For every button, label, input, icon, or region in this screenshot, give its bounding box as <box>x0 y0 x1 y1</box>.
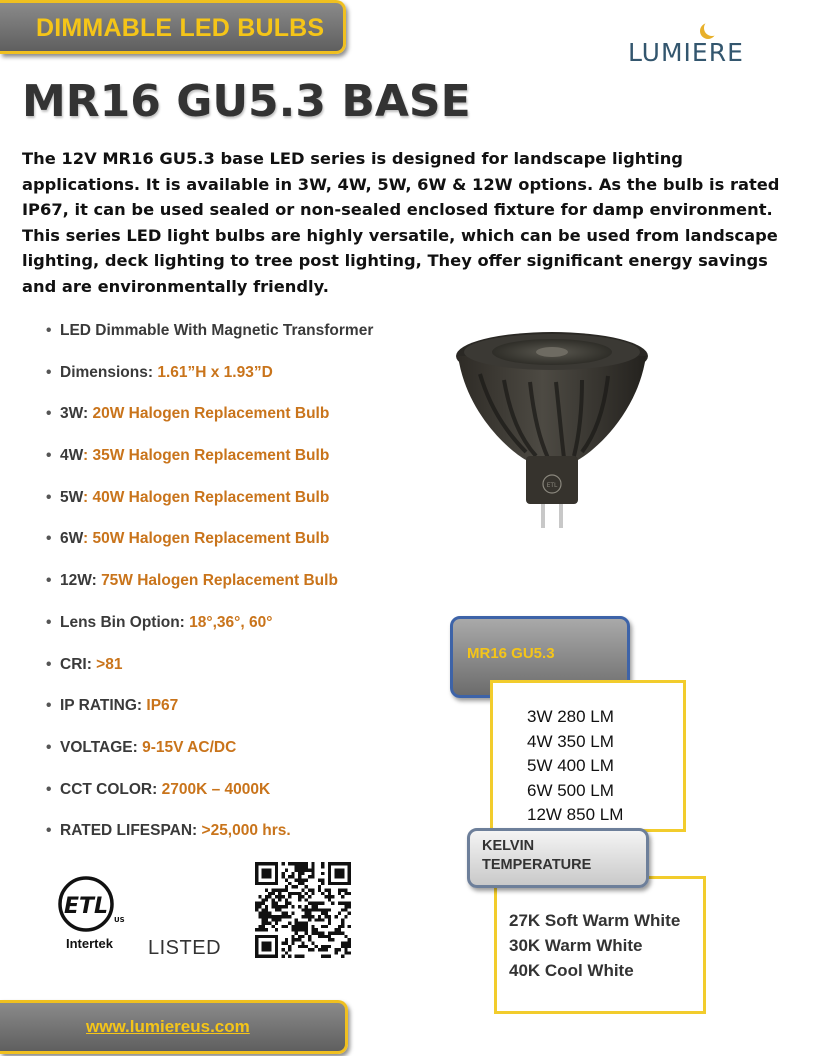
intro-paragraph: The 12V MR16 GU5.3 base LED series is designed for landscape lighting applications. It is available in 3W, 4W, 5W, 6W & 12W options. As the bulb is rated IP67, it can be used sealed or non-sealed enclosed fixture for damp environment. This series LED light bulbs are highly versatile, which can be used from landscape lighting, deck lighting to tree post lighting, They offer significant energy savings and are environmentally friendly. <box>22 149 780 296</box>
lumen-item: 4W 350 LM <box>527 731 614 751</box>
feature-label: 6W <box>60 530 83 548</box>
bullet-icon: • <box>46 697 52 715</box>
feature-value: : 35W Halogen Replacement Bulb <box>82 447 330 465</box>
page-title: MR16 GU5.3 BASE <box>22 76 471 127</box>
lumens-box <box>490 680 686 832</box>
kelvin-box <box>494 876 706 1014</box>
bullet-icon: • <box>46 530 52 548</box>
feature-item <box>46 447 373 489</box>
qr-code <box>250 862 356 958</box>
bullet-icon: • <box>46 447 52 465</box>
bullet-icon: • <box>46 572 52 590</box>
feature-value: 18°,36°, 60° <box>189 613 273 631</box>
feature-label: 5W <box>60 488 83 506</box>
feature-value: : 40W Halogen Replacement Bulb <box>82 488 330 506</box>
bullet-icon: • <box>46 322 52 339</box>
lumen-item: 5W 400 LM <box>527 756 614 775</box>
feature-item <box>46 781 373 823</box>
intertek-label: Intertek <box>66 936 113 951</box>
lumen-item: 3W 280 LM <box>527 707 614 726</box>
bullet-icon: • <box>46 822 52 840</box>
feature-label: VOLTAGE: <box>60 738 143 756</box>
feature-value: 75W Halogen Replacement Bulb <box>101 572 338 590</box>
lumens-label: MR16 GU5.3 <box>467 645 555 662</box>
feature-item <box>46 364 373 406</box>
kelvin-item: 40K Cool White <box>509 961 634 980</box>
bullet-icon: • <box>46 780 52 798</box>
feature-label: LED Dimmable With Magnetic Transformer <box>60 322 374 339</box>
brand-logo <box>628 18 768 68</box>
listed-label: LISTED <box>148 937 222 959</box>
footer-tab <box>0 1000 348 1054</box>
feature-value: 9-15V AC/DC <box>142 738 237 756</box>
lumen-item: 12W 850 LM <box>527 805 624 824</box>
kelvin-label-line2: TEMPERATURE <box>482 857 592 873</box>
feature-label: IP RATING: <box>60 697 147 715</box>
lumens-list <box>527 707 623 830</box>
bullet-icon: • <box>46 613 52 631</box>
feature-item <box>46 614 373 656</box>
feature-item <box>46 489 373 531</box>
feature-item <box>46 572 373 614</box>
kelvin-label-line1: KELVIN <box>482 838 535 854</box>
feature-label: 4W <box>60 447 83 465</box>
feature-value: >25,000 hrs. <box>201 822 291 840</box>
feature-label: 3W: <box>60 405 93 423</box>
feature-value: 20W Halogen Replacement Bulb <box>92 405 330 423</box>
bullet-icon: • <box>46 655 52 673</box>
header-tab <box>0 0 346 54</box>
moon-icon <box>704 20 720 36</box>
feature-item <box>46 322 373 364</box>
feature-value: 2700K – 4000K <box>161 780 271 798</box>
feature-value: : 50W Halogen Replacement Bulb <box>82 530 330 548</box>
feature-item <box>46 697 373 739</box>
website-link[interactable]: www.lumiereus.com <box>86 1017 250 1036</box>
feature-item <box>46 739 373 781</box>
feature-value: IP67 <box>146 697 179 715</box>
kelvin-label <box>482 837 591 875</box>
kelvin-item: 27K Soft Warm White <box>509 911 681 930</box>
lumen-item: 6W 500 LM <box>527 780 614 800</box>
feature-label: RATED LIFESPAN: <box>60 822 202 840</box>
feature-item <box>46 656 373 698</box>
brand-name: LUMIERE <box>628 38 744 67</box>
feature-label: CRI: <box>60 655 97 673</box>
header-tab-label: DIMMABLE LED BULBS <box>36 14 325 42</box>
bulb-cert-mark: ETL <box>546 482 558 489</box>
kelvin-label-box <box>467 828 649 888</box>
feature-list <box>46 322 373 864</box>
feature-label: 12W: <box>60 572 102 590</box>
bullet-icon: • <box>46 738 52 756</box>
feature-item <box>46 405 373 447</box>
feature-item <box>46 822 373 864</box>
feature-label: Dimensions: <box>60 363 158 381</box>
feature-label: Lens Bin Option: <box>60 613 190 631</box>
bullet-icon: • <box>46 405 52 423</box>
bullet-icon: • <box>46 363 52 381</box>
feature-value: >81 <box>96 655 123 673</box>
etl-us: US <box>114 916 125 924</box>
feature-item <box>46 530 373 572</box>
feature-label: CCT COLOR: <box>60 780 162 798</box>
kelvin-list <box>509 911 680 986</box>
bulb-image <box>452 322 652 532</box>
etl-mark: ETL <box>63 894 109 919</box>
kelvin-item: 30K Warm White <box>509 936 643 955</box>
feature-value: 1.61”H x 1.93”D <box>157 363 273 381</box>
bullet-icon: • <box>46 488 52 506</box>
